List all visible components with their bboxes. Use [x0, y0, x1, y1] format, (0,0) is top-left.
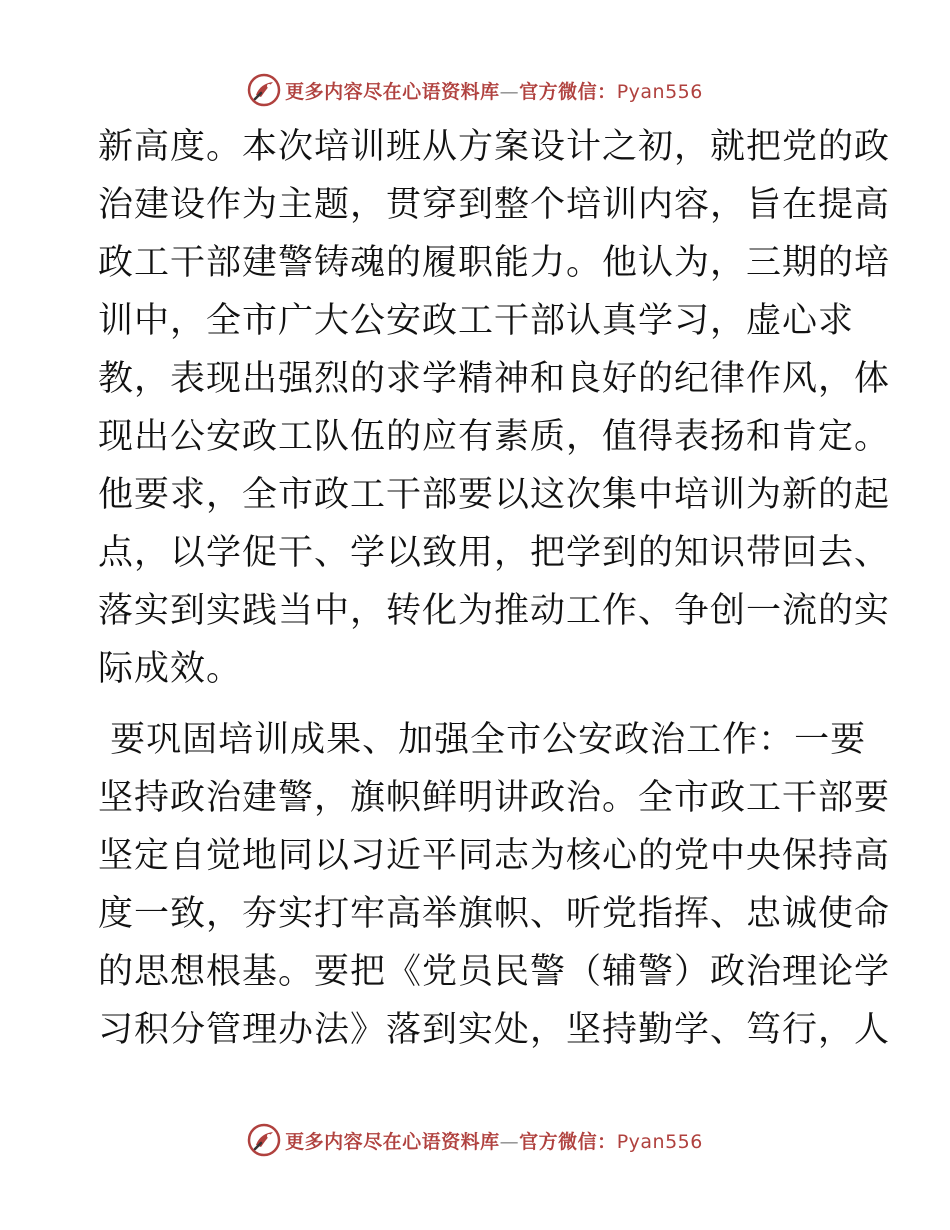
- text-line: 政工干部建警铸魂的履职能力。他认为，三期的培: [98, 243, 891, 283]
- header-banner-text: [285, 77, 703, 104]
- text-line: 他要求，全市政工干部要以这次集中培训为新的起: [98, 475, 891, 515]
- text-line: 点，以学促干、学以致用，把学到的知识带回去、: [98, 533, 891, 573]
- text-line: 的思想根基。要把《党员民警（辅警）政治理论学: [98, 952, 891, 992]
- footer-banner: [0, 1120, 950, 1160]
- text-line: 度一致，夯实打牢高举旗帜、听党指挥、忠诚使命: [98, 894, 891, 934]
- header-dash: —: [499, 80, 520, 103]
- text-line: 坚持政治建警，旗帜鲜明讲政治。全市政工干部要: [98, 778, 891, 818]
- text-line: 要巩固培训成果、加强全市公安政治工作：一要: [98, 720, 867, 760]
- header-wechat-label: 官方微信：: [519, 80, 617, 103]
- site-logo-icon: [247, 1123, 281, 1157]
- text-line: 教，表现出强烈的求学精神和良好的纪律作风，体: [98, 359, 891, 399]
- text-line: 际成效。: [98, 649, 243, 689]
- text-line: 落实到实践当中，转化为推动工作、争创一流的实: [98, 591, 891, 631]
- document-body: [98, 118, 891, 1059]
- text-line: 新高度。本次培训班从方案设计之初，就把党的政: [98, 127, 891, 167]
- text-line: 坚定自觉地同以习近平同志为核心的党中央保持高: [98, 836, 891, 876]
- paragraph-2: [98, 711, 891, 1059]
- text-line: 训中，全市广大公安政工干部认真学习，虚心求: [98, 301, 855, 341]
- site-logo-icon: [247, 73, 281, 107]
- text-line: 治建设作为主题，贯穿到整个培训内容，旨在提高: [98, 185, 891, 225]
- header-banner: [0, 70, 950, 110]
- paragraph-gap: [98, 698, 858, 711]
- footer-dash: —: [499, 1130, 520, 1153]
- header-wechat-id: Pyan556: [616, 80, 703, 103]
- paragraph-1: [98, 118, 891, 698]
- text-line: 现出公安政工队伍的应有素质，值得表扬和肯定。: [98, 417, 891, 457]
- footer-wechat-label: 官方微信：: [519, 1130, 617, 1153]
- footer-wechat-id: Pyan556: [616, 1130, 703, 1153]
- header-site-text: 更多内容尽在心语资料库: [285, 80, 500, 103]
- footer-banner-text: [285, 1127, 703, 1154]
- footer-site-text: 更多内容尽在心语资料库: [285, 1130, 500, 1153]
- text-line: 习积分管理办法》落到实处，坚持勤学、笃行，人: [98, 1010, 891, 1050]
